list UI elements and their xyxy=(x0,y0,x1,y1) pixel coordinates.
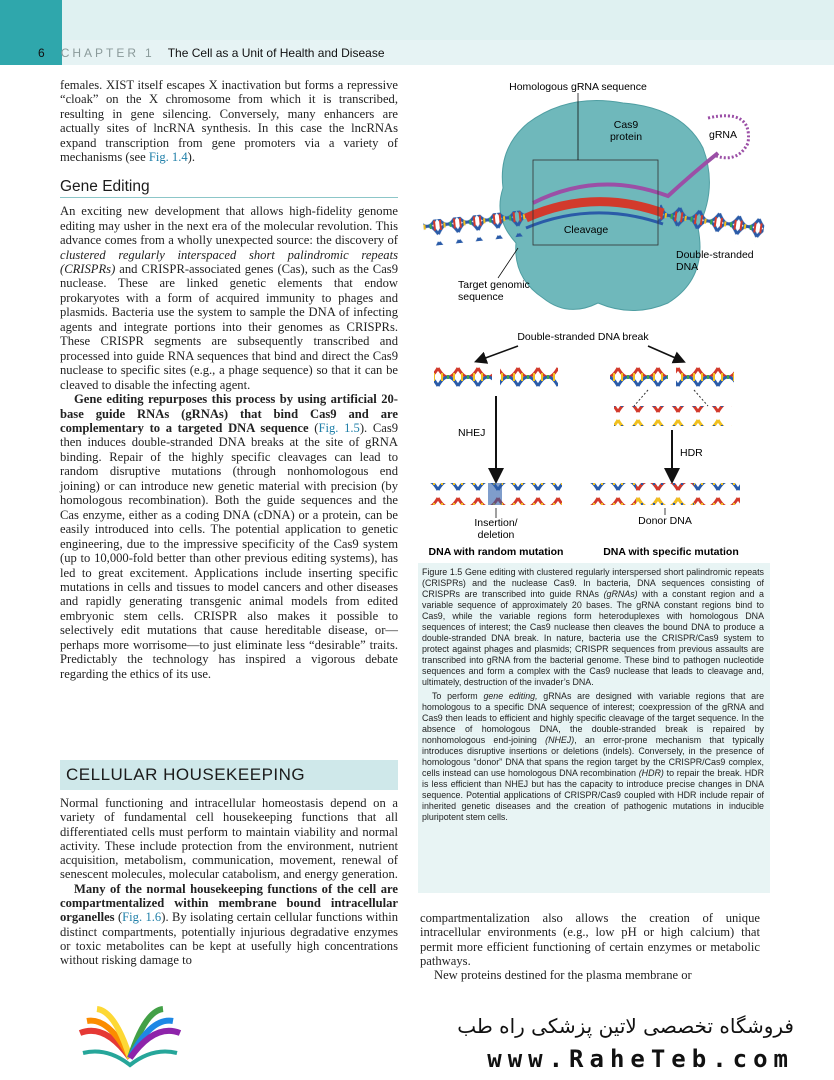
fig-1-4-link[interactable]: Fig. 1.4 xyxy=(148,150,188,165)
label-cas9-2: protein xyxy=(609,131,643,143)
housekeeping-paragraph-1: Normal functioning and intracellular homeostasis depend on a variety of fundamental cell housekeeping functions that all differentiated cells must perform to maintain viability and normal activity. These include protection from the environment, nutrient acquisition, metabolism, communication, movement, renewal of senescent molecules, molecular catabolism, and energy generation. xyxy=(60,796,398,882)
chapter-number: 1 xyxy=(145,46,152,60)
crispr-figure xyxy=(418,78,770,563)
label-indel-2: deletion xyxy=(477,529,515,541)
watermark-url[interactable]: www.RaheTeb.com xyxy=(487,1045,794,1073)
running-header xyxy=(38,43,385,63)
left-column xyxy=(60,78,398,681)
fig-1-6-link[interactable]: Fig. 1.6 xyxy=(122,910,162,925)
broken-dna-right-a xyxy=(610,366,668,388)
label-target-2: sequence xyxy=(458,291,504,303)
gene-editing-paragraph-2: Gene editing repurposes this process by using artificial 20-base guide RNAs (gRNAs) that bind Cas9 and are complementary to a targeted DNA sequence (Fig. 1.5). Cas9 then induces double-stranded DNA breaks at the site of gRNA binding. Repair of the highly specific cleavages can lead to random disruptive mutations (through nonhomologous end joining) or can introduce new genetic material with precision (by homologous recombination). Both the guide sequences and the Cas enzyme, either as a coding DNA (cDNA) or a protein, can be easily introduced into cells. The potential application to genetic engineering, due to the impressive specificity of the Cas9 system (up to 10,000-fold better than other previous editing systems), has led to great excitement. Applications include inserting specific mutations in cells and tissues to model cancers and other diseases and rapidly generating transgenic animal models from edited embryonic stem cells. CRISPR also makes it possible to selectively edit mutations that cause hereditable disease, or—perhaps more worrisome—to just eliminate less “desirable” traits. Predictably the technology has inspired a vigorous debate regarding the ethics of its use. xyxy=(60,392,399,681)
label-ds-1: Double-stranded xyxy=(676,249,754,261)
intro-paragraph: females. XIST itself escapes X inactivation but forms a repressive “cloak” on the X chromosome from which it is transcribed, resulting in gene silencing. Conversely, many enhancers are actually sites of lncRNA synthesis. In this case the lncRNAs expand transcription from gene promoters via a variety of mechanisms (see Fig. 1.4). xyxy=(60,78,398,165)
left-column-lower xyxy=(60,796,398,968)
label-target-1: Target genomic xyxy=(458,279,530,291)
label-cas9-1: Cas9 xyxy=(613,119,639,131)
broken-dna-right-b xyxy=(676,366,734,388)
label-nhej: NHEJ xyxy=(458,427,486,439)
gene-editing-paragraph-1: An exciting new development that allows high-fidelity genome editing may usher in the next era of the molecular revolution. This advance comes from a wholly unexpected source: the discovery of clustered regularly interspaced short palindromic repeats (CRISPRs) and CRISPR-associated genes (Cas), such as the Cas9 nuclease. These are linked genetic elements that endow prokaryotes with a form of acquired immunity to phages and plasmids. Bacteria use the system to sample the DNA of infecting agents and integrate portions into their genomes as CRISPRs. These CRISPR segments are subsequently transcribed and processed into guide RNA sequences that bind and direct the Cas9 nuclease to specific sites (e.g., a phage sequence) so that it can be cleaved to disable the infecting agent. xyxy=(60,204,398,392)
label-ds-2: DNA xyxy=(676,261,699,273)
caption-paragraph-2: To perform gene editing, gRNAs are designed with variable regions that are homologous to a specific DNA sequence of interest; coexpression of the gRNA and Cas9 then leads to efficient and highly specific cleavage of the target sequence. In the absence of homologous DNA, the double-stranded break is repaired by nonhomologous end-joining (NHEJ), an error-prone mechanism that typically introduces disruptive insertions or deletions (indels). Conversely, in the presence of homologous “donor” DNA that spans the region target by the CRISPR/Cas9 complex, cells instead can use homologous DNA recombination (HDR) to repair the break. HDR is less efficient than NHEJ but has the capacity to introduce precise changes in DNA sequence. Potential applications of CRISPR/Cas9 coupled with HDR include repair of inherited genetic diseases and the creation of pathogenic mutations in inducible pluripotent stem cells. xyxy=(422,690,765,823)
watermark-persian: فروشگاه تخصصی لاتین پزشکی راه طب xyxy=(457,1014,794,1038)
caption-paragraph-1: Figure 1.5 Gene editing with clustered regularly interspersed short palindromic repeats (CRISPRs) and the nuclease Cas9. In bacteria, DNA sequences consisting of CRISPRs are transcribed into guide RNAs (gRNAs) with a constant region and a variable sequence of approximately 20 bases. The gRNA constant regions bind to Cas9, while the variable regions form heteroduplexes with homologous DNA sequences of interest; the Cas9 nuclease then cleaves the bound DNA to produce a double-stranded DNA break. In nature, bacteria use the CRISPR/Cas9 system to protect against phages and plasmids; CRISPR sequences from previous assaults are transcribed into gRNA from the bacterial genome. These bind to pathogen nucleotide sequences and form a complex with the Cas9 nuclease that leads to cleavage and, ultimately, destruction of the invader’s DNA. xyxy=(422,567,764,688)
label-random: DNA with random mutation xyxy=(428,546,564,558)
label-grna: gRNA xyxy=(708,129,738,141)
label-specific: DNA with specific mutation xyxy=(603,546,739,558)
label-donor: Donor DNA xyxy=(638,515,692,527)
label-indel-1: Insertion/ xyxy=(474,517,518,529)
chapter-title: The Cell as a Unit of Health and Disease xyxy=(167,46,385,60)
housekeeping-heading: CELLULAR HOUSEKEEPING xyxy=(60,760,398,790)
page-number: 6 xyxy=(38,46,45,60)
label-break: Double-stranded DNA break xyxy=(517,331,649,343)
book-logo-icon xyxy=(75,1003,185,1073)
broken-dna-left-b xyxy=(500,366,558,388)
right-column-lower xyxy=(420,911,760,982)
header-band xyxy=(0,0,834,40)
right-paragraph-2: New proteins destined for the plasma membrane or xyxy=(434,968,692,983)
figure-caption xyxy=(422,567,764,823)
chapter-word: CHAPTER xyxy=(60,46,140,60)
label-cleavage: Cleavage xyxy=(563,224,609,236)
label-hdr: HDR xyxy=(680,447,703,459)
gene-editing-heading: Gene Editing xyxy=(60,180,398,198)
donor-dna-template xyxy=(614,406,732,426)
label-homologous: Homologous gRNA sequence xyxy=(509,81,647,93)
broken-dna-left-a xyxy=(434,366,492,388)
housekeeping-paragraph-2: Many of the normal housekeeping functions of the cell are compartmentalized within membrane bound intracellular organelles (Fig. 1.6). By isolating certain cellular functions within distinct compartments, potentially injurious degradative enzymes or toxic metabolites can be kept at usefully high concentrations without risking damage to xyxy=(60,881,399,968)
right-paragraph-1: compartmentalization also allows the creation of unique intracellular environments (e.g., low pH or high calcium) that permit more efficient functioning of certain enzymes or metabolic pathways. xyxy=(420,911,760,968)
fig-1-5-link[interactable]: Fig. 1.5 xyxy=(318,420,360,435)
